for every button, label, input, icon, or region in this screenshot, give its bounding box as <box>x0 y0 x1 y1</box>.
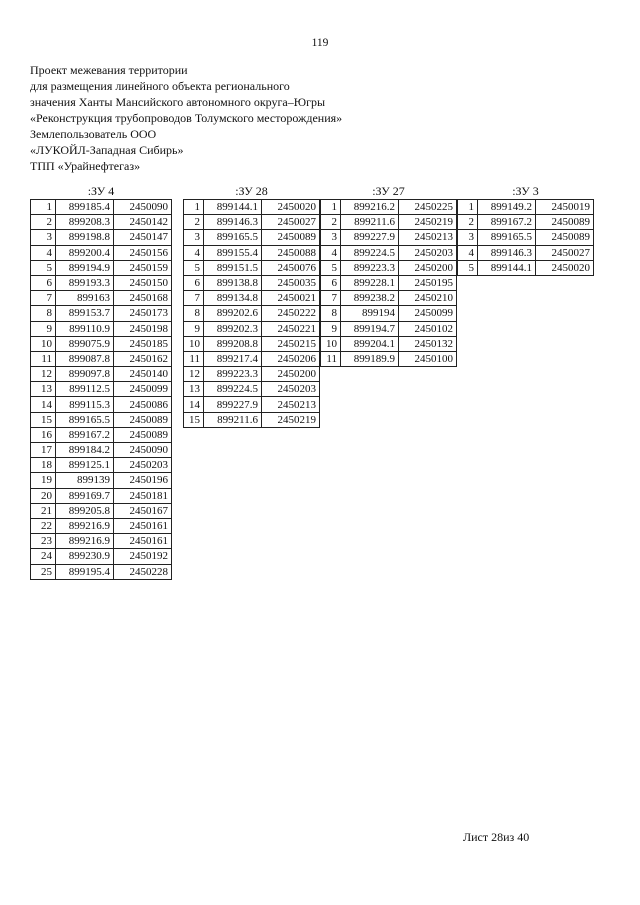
table-row <box>321 291 457 306</box>
point-number: 20 <box>31 488 56 503</box>
table-row <box>31 503 172 518</box>
coord-x: 899202.6 <box>204 306 262 321</box>
coord-y: 2450020 <box>536 260 594 275</box>
coord-y: 2450192 <box>114 549 172 564</box>
coord-y: 2450219 <box>262 412 320 427</box>
point-number: 7 <box>184 291 204 306</box>
table-title: :ЗУ 4 <box>87 184 115 198</box>
coord-y: 2450225 <box>399 200 457 215</box>
coord-y: 2450027 <box>262 215 320 230</box>
point-number: 5 <box>458 260 478 275</box>
point-number: 8 <box>321 306 341 321</box>
coord-y: 2450181 <box>114 488 172 503</box>
point-number: 9 <box>184 321 204 336</box>
point-number: 1 <box>184 200 204 215</box>
coord-y: 2450200 <box>399 260 457 275</box>
table-row <box>184 321 320 336</box>
coord-y: 2450076 <box>262 260 320 275</box>
point-number: 16 <box>31 427 56 442</box>
coords-block-zu28 <box>183 184 320 428</box>
table-row <box>31 473 172 488</box>
coord-y: 2450132 <box>399 336 457 351</box>
point-number: 14 <box>31 397 56 412</box>
coordinates-table <box>30 199 172 580</box>
coord-y: 2450206 <box>262 351 320 366</box>
table-row <box>31 518 172 533</box>
point-number: 4 <box>458 245 478 260</box>
coord-x: 899165.5 <box>56 412 114 427</box>
coord-y: 2450089 <box>536 230 594 245</box>
coord-x: 899146.3 <box>478 245 536 260</box>
coord-y: 2450222 <box>262 306 320 321</box>
coord-y: 2450213 <box>399 230 457 245</box>
table-row <box>31 351 172 366</box>
point-number: 10 <box>184 336 204 351</box>
point-number: 5 <box>321 260 341 275</box>
coord-x: 899227.9 <box>341 230 399 245</box>
table-row <box>458 260 594 275</box>
point-number: 9 <box>321 321 341 336</box>
coord-x: 899149.2 <box>478 200 536 215</box>
table-row <box>31 488 172 503</box>
table-row <box>31 397 172 412</box>
point-number: 1 <box>31 200 56 215</box>
coord-x: 899216.9 <box>56 518 114 533</box>
table-row <box>31 245 172 260</box>
table-row <box>458 230 594 245</box>
coord-x: 899087.8 <box>56 351 114 366</box>
table-title: :ЗУ 28 <box>235 184 268 198</box>
point-number: 2 <box>184 215 204 230</box>
coord-y: 2450102 <box>399 321 457 336</box>
coord-x: 899227.9 <box>204 397 262 412</box>
point-number: 5 <box>31 260 56 275</box>
table-row <box>184 275 320 290</box>
table-row <box>184 245 320 260</box>
table-row <box>184 367 320 382</box>
header-line: «ЛУКОЙЛ-Западная Сибирь» <box>30 143 184 157</box>
point-number: 22 <box>31 518 56 533</box>
coord-y: 2450099 <box>114 382 172 397</box>
coord-x: 899125.1 <box>56 458 114 473</box>
coord-y: 2450140 <box>114 367 172 382</box>
coord-x: 899151.5 <box>204 260 262 275</box>
coord-y: 2450142 <box>114 215 172 230</box>
point-number: 10 <box>31 336 56 351</box>
table-row <box>321 321 457 336</box>
point-number: 15 <box>184 412 204 427</box>
table-row <box>31 367 172 382</box>
table-row <box>184 382 320 397</box>
point-number: 17 <box>31 443 56 458</box>
point-number: 11 <box>31 351 56 366</box>
table-row <box>458 215 594 230</box>
coord-y: 2450213 <box>262 397 320 412</box>
coord-x: 899155.4 <box>204 245 262 260</box>
coord-y: 2450088 <box>262 245 320 260</box>
coord-x: 899110.9 <box>56 321 114 336</box>
coord-x: 899216.9 <box>56 534 114 549</box>
page-number: 119 <box>311 37 329 49</box>
table-row <box>31 427 172 442</box>
header-line: «Реконструкция трубопроводов Толумского месторождения» <box>30 111 343 125</box>
coord-x: 899153.7 <box>56 306 114 321</box>
point-number: 11 <box>321 351 341 366</box>
coord-x: 899223.3 <box>341 260 399 275</box>
coord-x: 899115.3 <box>56 397 114 412</box>
coord-y: 2450210 <box>399 291 457 306</box>
point-number: 3 <box>31 230 56 245</box>
coord-y: 2450161 <box>114 518 172 533</box>
coord-x: 899204.1 <box>341 336 399 351</box>
coordinates-table <box>320 199 457 367</box>
table-row <box>31 336 172 351</box>
table-row <box>184 397 320 412</box>
coord-x: 899200.4 <box>56 245 114 260</box>
table-row <box>184 260 320 275</box>
point-number: 1 <box>321 200 341 215</box>
coord-x: 899167.2 <box>478 215 536 230</box>
header-line: Проект межевания территории <box>30 63 188 77</box>
coord-y: 2450089 <box>262 230 320 245</box>
coords-block-zu27 <box>320 184 457 367</box>
table-row <box>321 336 457 351</box>
table-row <box>321 230 457 245</box>
coords-block-zu3 <box>457 184 594 276</box>
table-row <box>31 412 172 427</box>
coord-x: 899211.6 <box>204 412 262 427</box>
table-row <box>31 382 172 397</box>
point-number: 11 <box>184 351 204 366</box>
coord-x: 899211.6 <box>341 215 399 230</box>
coord-y: 2450162 <box>114 351 172 366</box>
coord-y: 2450196 <box>114 473 172 488</box>
table-row <box>31 215 172 230</box>
coord-x: 899165.5 <box>204 230 262 245</box>
table-row <box>321 306 457 321</box>
coord-y: 2450086 <box>114 397 172 412</box>
coord-y: 2450035 <box>262 275 320 290</box>
coord-y: 2450219 <box>399 215 457 230</box>
coord-x: 899167.2 <box>56 427 114 442</box>
coord-y: 2450203 <box>262 382 320 397</box>
coord-x: 899146.3 <box>204 215 262 230</box>
coord-x: 899195.4 <box>56 564 114 579</box>
coord-x: 899194.7 <box>341 321 399 336</box>
point-number: 18 <box>31 458 56 473</box>
table-row <box>31 306 172 321</box>
coord-y: 2450019 <box>536 200 594 215</box>
coords-block-zu4 <box>30 184 172 580</box>
coord-x: 899208.3 <box>56 215 114 230</box>
point-number: 4 <box>31 245 56 260</box>
coord-y: 2450221 <box>262 321 320 336</box>
point-number: 8 <box>184 306 204 321</box>
sheet-number: Лист 28из 40 <box>463 830 530 844</box>
coord-x: 899189.9 <box>341 351 399 366</box>
point-number: 10 <box>321 336 341 351</box>
coord-x: 899223.3 <box>204 367 262 382</box>
coord-y: 2450147 <box>114 230 172 245</box>
point-number: 13 <box>31 382 56 397</box>
coord-x: 899216.2 <box>341 200 399 215</box>
coordinates-table <box>457 199 594 276</box>
table-row <box>321 215 457 230</box>
point-number: 24 <box>31 549 56 564</box>
coord-x: 899205.8 <box>56 503 114 518</box>
point-number: 8 <box>31 306 56 321</box>
table-row <box>458 245 594 260</box>
table-row <box>184 351 320 366</box>
point-number: 7 <box>321 291 341 306</box>
table-row <box>184 291 320 306</box>
table-row <box>184 412 320 427</box>
coord-y: 2450185 <box>114 336 172 351</box>
point-number: 9 <box>31 321 56 336</box>
point-number: 2 <box>321 215 341 230</box>
table-row <box>184 200 320 215</box>
coord-y: 2450159 <box>114 260 172 275</box>
coord-x: 899185.4 <box>56 200 114 215</box>
point-number: 6 <box>31 275 56 290</box>
coord-y: 2450089 <box>536 215 594 230</box>
coord-x: 899217.4 <box>204 351 262 366</box>
point-number: 23 <box>31 534 56 549</box>
coord-y: 2450203 <box>399 245 457 260</box>
point-number: 2 <box>458 215 478 230</box>
table-row <box>31 291 172 306</box>
table-title: :ЗУ 27 <box>372 184 405 198</box>
coord-y: 2450090 <box>114 200 172 215</box>
coord-y: 2450168 <box>114 291 172 306</box>
point-number: 25 <box>31 564 56 579</box>
table-row <box>321 260 457 275</box>
point-number: 7 <box>31 291 56 306</box>
coord-y: 2450161 <box>114 534 172 549</box>
coord-x: 899208.8 <box>204 336 262 351</box>
coord-y: 2450156 <box>114 245 172 260</box>
point-number: 6 <box>184 275 204 290</box>
point-number: 21 <box>31 503 56 518</box>
coord-x: 899194 <box>341 306 399 321</box>
coord-x: 899112.5 <box>56 382 114 397</box>
table-row <box>31 321 172 336</box>
table-title: :ЗУ 3 <box>512 184 539 198</box>
coord-x: 899228.1 <box>341 275 399 290</box>
coord-x: 899169.7 <box>56 488 114 503</box>
coord-y: 2450090 <box>114 443 172 458</box>
point-number: 4 <box>184 245 204 260</box>
coord-x: 899230.9 <box>56 549 114 564</box>
table-row <box>31 230 172 245</box>
table-row <box>184 306 320 321</box>
table-row <box>184 336 320 351</box>
table-row <box>31 534 172 549</box>
coord-y: 2450200 <box>262 367 320 382</box>
coord-x: 899097.8 <box>56 367 114 382</box>
table-row <box>184 215 320 230</box>
header-line: Землепользователь ООО <box>30 127 157 141</box>
header-line: для размещения линейного объекта регионального <box>30 79 290 93</box>
point-number: 6 <box>321 275 341 290</box>
coord-y: 2450150 <box>114 275 172 290</box>
coord-x: 899134.8 <box>204 291 262 306</box>
table-row <box>31 443 172 458</box>
coord-x: 899194.9 <box>56 260 114 275</box>
coord-x: 899163 <box>56 291 114 306</box>
coord-y: 2450021 <box>262 291 320 306</box>
point-number: 3 <box>321 230 341 245</box>
header-line: ТПП «Урайнефтегаз» <box>30 159 141 173</box>
table-row <box>184 230 320 245</box>
coord-x: 899138.8 <box>204 275 262 290</box>
document-header <box>30 62 342 174</box>
coord-x: 899184.2 <box>56 443 114 458</box>
header-line: значения Ханты Мансийского автономного округа–Югры <box>30 95 326 109</box>
coord-x: 899198.8 <box>56 230 114 245</box>
coord-x: 899075.9 <box>56 336 114 351</box>
coord-x: 899224.5 <box>204 382 262 397</box>
table-row <box>31 549 172 564</box>
coord-x: 899224.5 <box>341 245 399 260</box>
coord-y: 2450027 <box>536 245 594 260</box>
point-number: 5 <box>184 260 204 275</box>
point-number: 3 <box>184 230 204 245</box>
table-row <box>31 200 172 215</box>
coord-x: 899238.2 <box>341 291 399 306</box>
coord-y: 2450198 <box>114 321 172 336</box>
point-number: 3 <box>458 230 478 245</box>
coord-y: 2450089 <box>114 412 172 427</box>
point-number: 4 <box>321 245 341 260</box>
point-number: 1 <box>458 200 478 215</box>
coord-y: 2450099 <box>399 306 457 321</box>
table-row <box>31 458 172 473</box>
coord-y: 2450020 <box>262 200 320 215</box>
coord-x: 899144.1 <box>204 200 262 215</box>
table-row <box>31 260 172 275</box>
point-number: 13 <box>184 382 204 397</box>
table-row <box>31 564 172 579</box>
table-row <box>321 275 457 290</box>
coord-x: 899193.3 <box>56 275 114 290</box>
point-number: 12 <box>184 367 204 382</box>
coordinates-table <box>183 199 320 428</box>
table-row <box>31 275 172 290</box>
table-row <box>458 200 594 215</box>
coord-x: 899165.5 <box>478 230 536 245</box>
point-number: 15 <box>31 412 56 427</box>
coord-y: 2450228 <box>114 564 172 579</box>
coord-y: 2450167 <box>114 503 172 518</box>
coord-y: 2450089 <box>114 427 172 442</box>
point-number: 2 <box>31 215 56 230</box>
coord-x: 899202.3 <box>204 321 262 336</box>
coord-x: 899144.1 <box>478 260 536 275</box>
coord-y: 2450100 <box>399 351 457 366</box>
coord-y: 2450215 <box>262 336 320 351</box>
coord-x: 899139 <box>56 473 114 488</box>
point-number: 19 <box>31 473 56 488</box>
coord-y: 2450173 <box>114 306 172 321</box>
coord-y: 2450195 <box>399 275 457 290</box>
coord-y: 2450203 <box>114 458 172 473</box>
point-number: 12 <box>31 367 56 382</box>
point-number: 14 <box>184 397 204 412</box>
table-row <box>321 351 457 366</box>
table-row <box>321 245 457 260</box>
table-row <box>321 200 457 215</box>
